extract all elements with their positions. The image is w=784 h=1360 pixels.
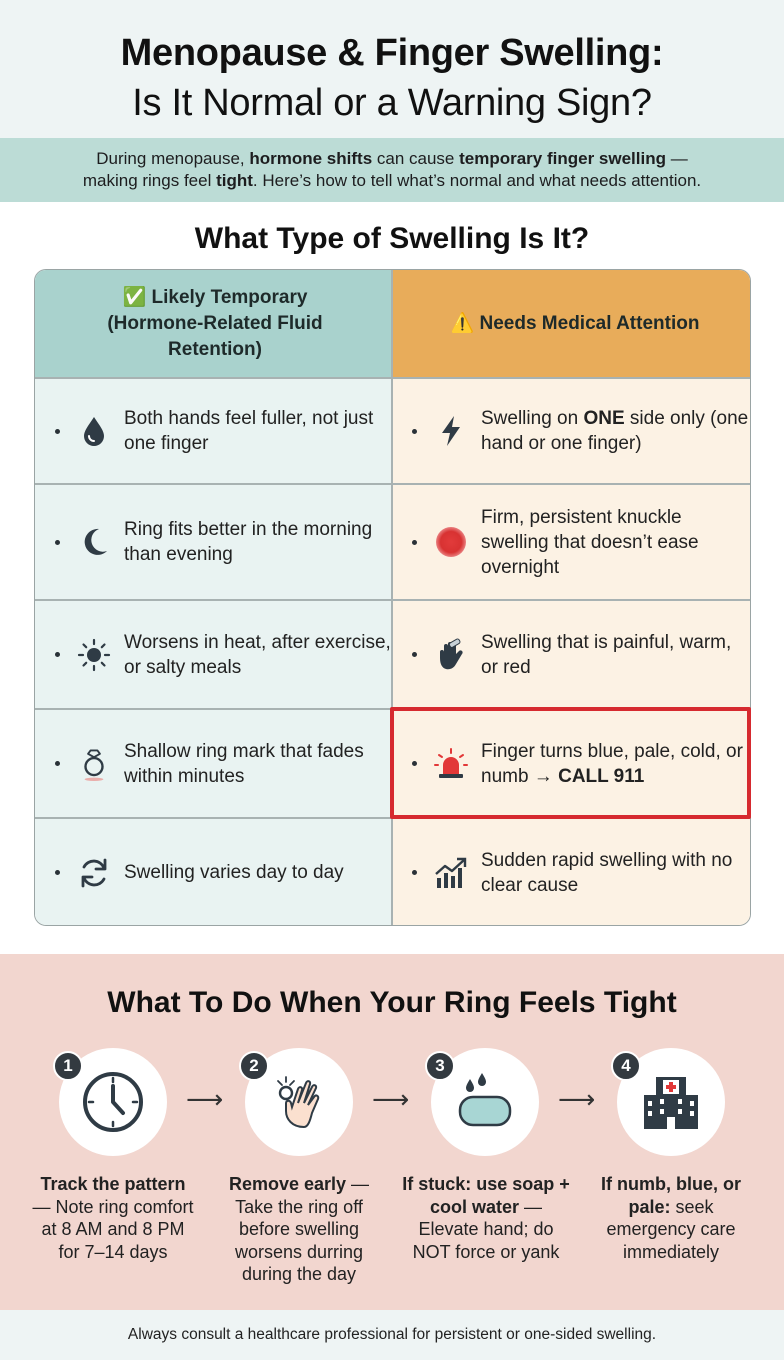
item-text: Shallow ring mark that fades within minutes <box>124 740 364 787</box>
item-text-part: Finger turns blue, pale, cold, or numb → <box>481 740 743 787</box>
emergency-highlight <box>390 707 751 819</box>
list-item <box>35 710 391 817</box>
arrow-right-icon: ⟶ <box>372 1084 410 1114</box>
step-bold: If numb, blue, or pale: <box>601 1174 741 1217</box>
temporary-header: ✅ Likely Temporary (Hormone-Related Fluid Retention) <box>107 287 323 360</box>
step-rest: — Elevate hand; do NOT force or yank <box>412 1196 560 1262</box>
step-2-text <box>215 1173 383 1286</box>
intro-text: During menopause, <box>96 149 250 168</box>
footer-disclaimer: Always consult a healthcare professional for persistent or one-sided swelling. <box>0 1310 784 1360</box>
page-title: Menopause & Finger Swelling: <box>120 32 664 74</box>
page-subtitle: Is It Normal or a Warning Sign? <box>132 82 652 124</box>
item-text: Firm, persistent knuckle swelling that doesn’t ease overnight <box>481 506 699 578</box>
bullet <box>412 870 417 875</box>
bullet <box>55 652 60 657</box>
step-rest: — Note ring comfort at 8 AM and 8 PM for 7–14 days <box>32 1196 194 1262</box>
intro-banner <box>0 138 784 202</box>
item-text-part: side only (one hand or one finger) <box>481 408 749 454</box>
step-bold: Remove early <box>228 1174 347 1194</box>
intro-text: making rings feel <box>82 171 217 190</box>
step-number: 2 <box>239 1051 269 1081</box>
list-item <box>392 485 751 599</box>
soap-icon <box>450 1067 520 1137</box>
arrow-right-icon: ⟶ <box>186 1084 224 1114</box>
list-item <box>35 379 391 483</box>
step-3-text <box>401 1173 571 1263</box>
step-number: 3 <box>425 1051 455 1081</box>
step-rest: — Take the ring off before swelling worsens durring during the day <box>234 1174 370 1284</box>
bullet <box>412 652 417 657</box>
list-item <box>392 819 751 926</box>
list-item <box>35 601 391 708</box>
medical-header: ⚠️ Needs Medical Attention <box>450 313 700 334</box>
step-1-text <box>29 1173 197 1263</box>
step-4-text <box>587 1173 755 1263</box>
item-text: Sudden rapid swelling with no clear cause <box>481 849 733 896</box>
ring-icon <box>76 746 112 782</box>
lightning-icon <box>433 413 469 449</box>
rising-chart-icon <box>433 855 469 891</box>
item-text-bold: ONE <box>583 408 625 429</box>
intro-bold: tight <box>216 171 253 190</box>
bullet <box>412 429 417 434</box>
step-rest: seek emergency care immediately <box>606 1196 736 1262</box>
step-number: 1 <box>53 1051 83 1081</box>
item-text: Both hands feel fuller, not just one finger <box>124 408 374 454</box>
sun-icon <box>76 637 112 673</box>
comparison-title: What Type of Swelling Is It? <box>194 222 590 255</box>
droplet-icon <box>76 413 112 449</box>
arrow-right-icon: ⟶ <box>558 1084 596 1114</box>
step-number: 4 <box>611 1051 641 1081</box>
item-text: Ring fits better in the morning than evening <box>124 519 373 565</box>
step-bold: Track the pattern <box>40 1174 186 1194</box>
cycle-arrows-icon <box>76 855 112 891</box>
list-item <box>392 379 751 483</box>
intro-text: can cause <box>372 149 460 168</box>
call-911-text: CALL 911 <box>558 765 645 787</box>
list-item <box>35 819 391 926</box>
bullet <box>55 761 60 766</box>
list-item <box>35 485 391 599</box>
moon-icon <box>76 524 112 560</box>
bullet <box>55 540 60 545</box>
intro-bold: temporary finger swelling <box>459 149 666 168</box>
hand-ring-icon <box>264 1067 334 1137</box>
hospital-icon <box>636 1067 706 1137</box>
bullet <box>55 429 60 434</box>
bullet <box>412 540 417 545</box>
list-item <box>392 601 751 708</box>
item-text: Swelling that is painful, warm, or red <box>481 631 732 678</box>
step-bold: If stuck: use soap + cool water <box>402 1174 570 1217</box>
intro-text: — <box>666 149 688 168</box>
steps-title: What To Do When Your Ring Feels Tight <box>107 986 677 1019</box>
item-text: Worsens in heat, after exercise, or salty meals <box>124 631 391 678</box>
item-text <box>481 406 751 456</box>
red-dot-icon <box>433 524 469 560</box>
comparison-table <box>34 269 751 926</box>
item-text: Swelling varies day to day <box>124 862 344 883</box>
item-text-part: Swelling on <box>481 408 584 429</box>
clock-icon <box>78 1067 148 1137</box>
bullet <box>55 870 60 875</box>
bandaged-hand-icon <box>433 637 469 673</box>
intro-bold: hormone shifts <box>249 149 373 168</box>
intro-text: . Here’s how to tell what’s normal and what needs attention. <box>252 171 702 190</box>
